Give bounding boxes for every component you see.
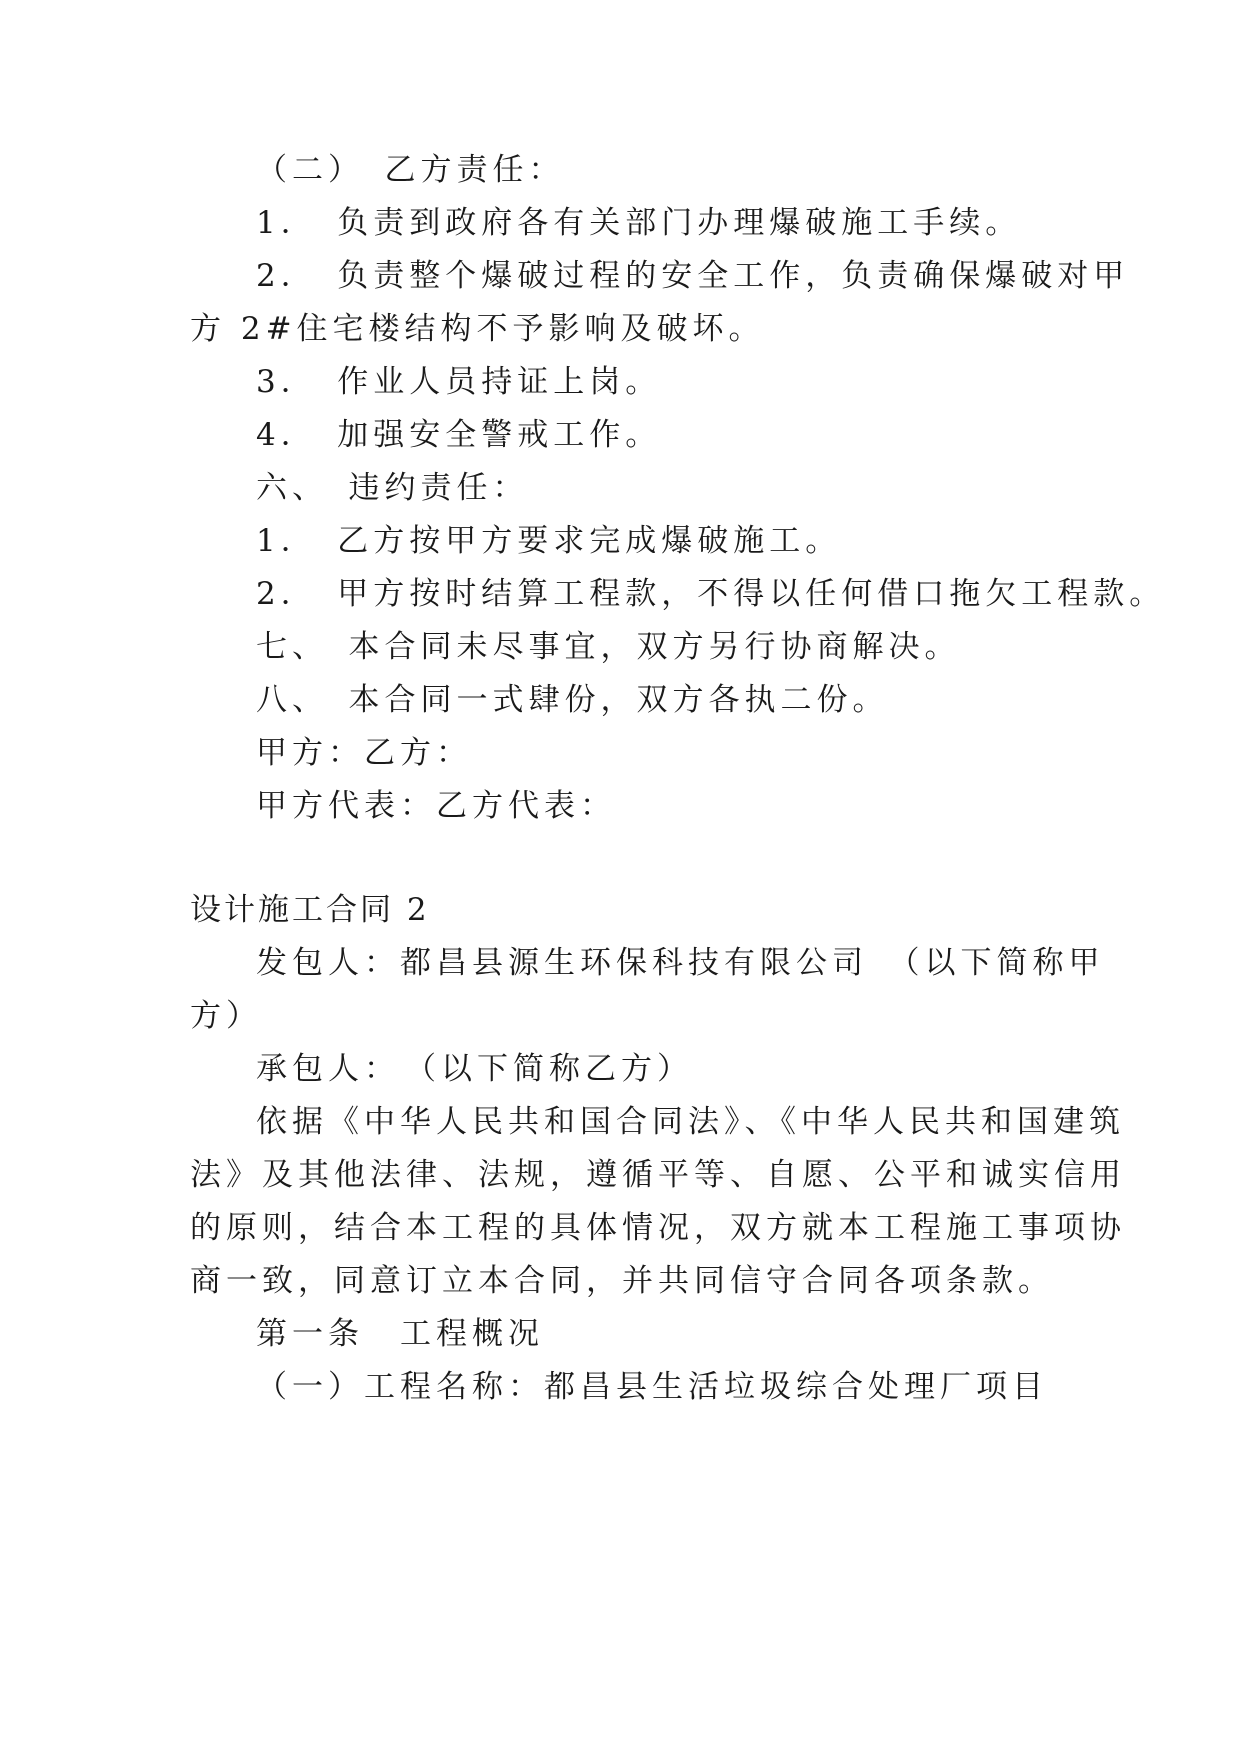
clause-line-continuation: 方 2#住宅楼结构不予影响及破坏。 xyxy=(190,311,765,347)
section-breach-liability: 六、 违约责任： xyxy=(256,470,529,506)
paragraph-line: 商一致，同意订立本合同，并共同信守合同各项条款。 xyxy=(190,1263,1054,1299)
section-line: 七、 本合同未尽事宜，双方另行协商解决。 xyxy=(256,629,961,665)
signature-parties: 甲方：乙方： xyxy=(256,735,472,771)
paragraph-line: 法》及其他法律、法规，遵循平等、自愿、公平和诚实信用 xyxy=(190,1157,1126,1193)
project-name-line: （一）工程名称：都昌县生活垃圾综合处理厂项目 xyxy=(256,1369,1048,1405)
clause-line: 4． 加强安全警戒工作。 xyxy=(256,417,662,453)
clause-line: 1． 负责到政府各有关部门办理爆破施工手续。 xyxy=(256,205,1022,241)
clause-line: 3． 作业人员持证上岗。 xyxy=(256,364,662,400)
clause-line: 2． 负责整个爆破过程的安全工作，负责确保爆破对甲 xyxy=(256,258,1130,294)
contract-title: 设计施工合同 2 xyxy=(190,892,430,928)
paragraph-line: 的原则，结合本工程的具体情况，双方就本工程施工事项协 xyxy=(190,1210,1126,1246)
section-line: 八、 本合同一式肆份，双方各执二份。 xyxy=(256,682,889,718)
clause-line: 1． 乙方按甲方要求完成爆破施工。 xyxy=(256,523,842,559)
paragraph-line: 依据《中华人民共和国合同法》、《中华人民共和国建筑 xyxy=(256,1104,1125,1140)
signature-representatives: 甲方代表：乙方代表： xyxy=(256,788,616,824)
article-heading: 第一条 工程概况 xyxy=(256,1316,544,1352)
clause-line: 2． 甲方按时结算工程款，不得以任何借口拖欠工程款。 xyxy=(256,576,1166,612)
contractor-line-continuation: 方） xyxy=(190,998,262,1034)
contractor-line: 发包人：都昌县源生环保科技有限公司 （以下简称甲 xyxy=(256,945,1105,981)
section-party-b-responsibility: （二） 乙方责任： xyxy=(256,152,565,188)
subcontractor-line: 承包人： （以下简称乙方） xyxy=(256,1051,693,1087)
